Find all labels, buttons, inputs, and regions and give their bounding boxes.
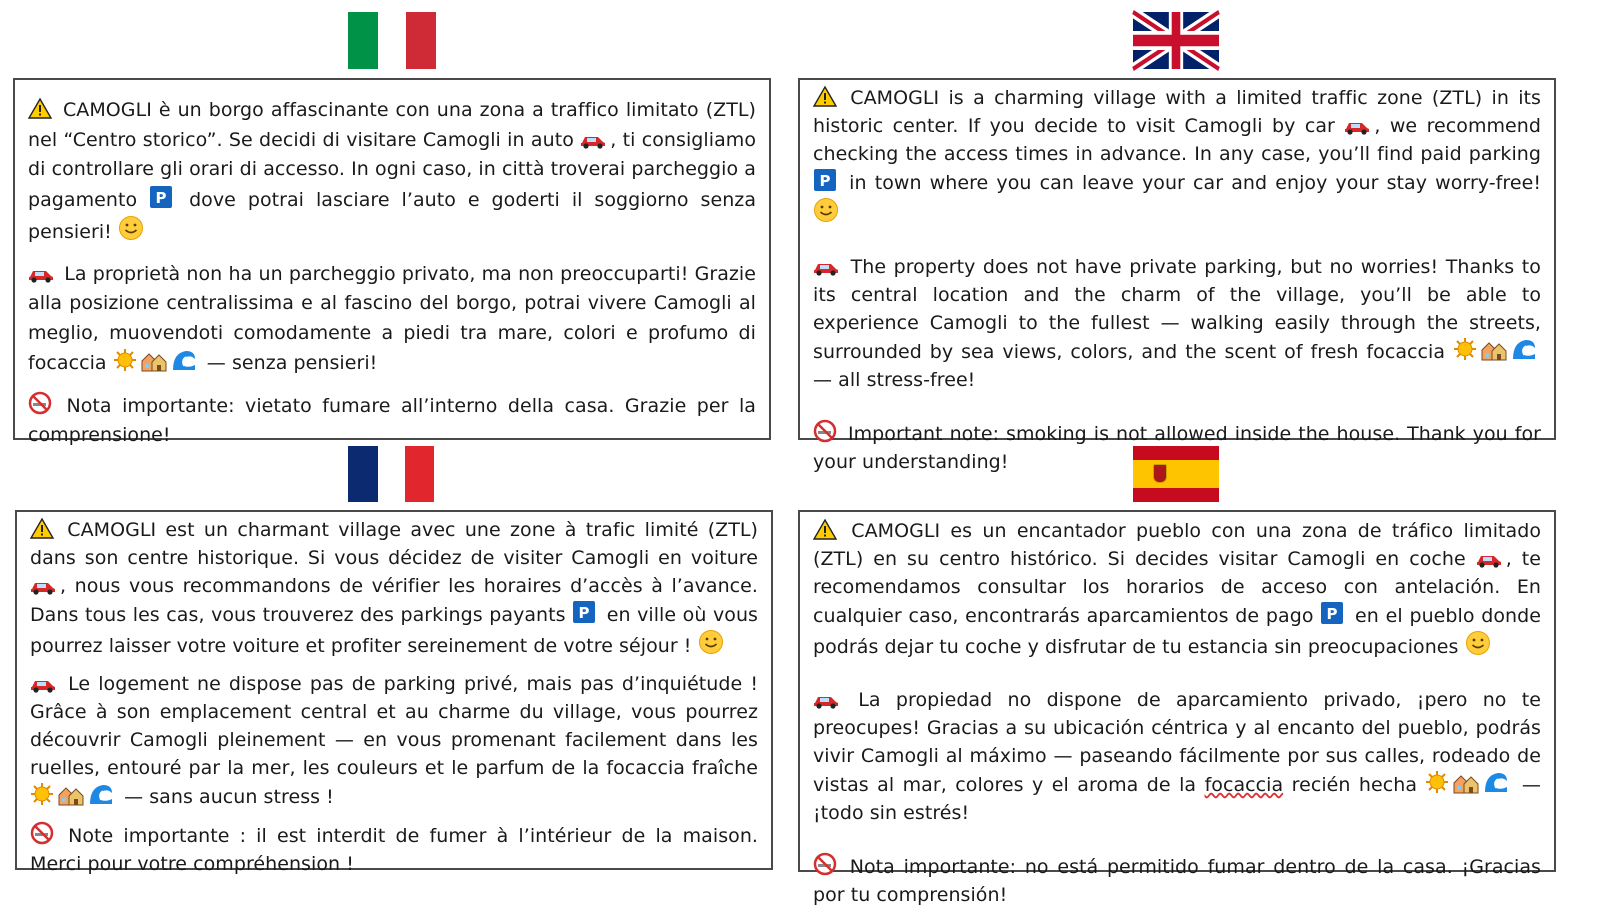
sun-icon — [113, 348, 137, 372]
sun-icon — [1453, 337, 1477, 361]
car-icon — [580, 133, 606, 149]
parking-icon — [1320, 601, 1344, 625]
car-icon — [1476, 552, 1502, 568]
car-icon — [813, 693, 839, 709]
french-panel — [15, 510, 773, 875]
warning-icon — [813, 519, 837, 540]
english-panel — [798, 78, 1556, 473]
warning-icon — [813, 86, 837, 107]
wave-icon — [1511, 337, 1537, 361]
svg-text:P: P — [819, 172, 831, 190]
spanish-smoking-note: Nota importante: no está permitido fumar dentro de la casa. ¡Gracias por tu comprensión! — [813, 852, 1541, 909]
smile-icon — [698, 629, 724, 655]
smile-icon — [1465, 630, 1491, 656]
spellcheck-word: focaccia — [1204, 774, 1284, 796]
french-smoking-note: Note importante : il est interdit de fumer à l’intérieur de la maison. Merci pour votre compréhension ! — [30, 821, 758, 878]
italian-ztl-paragraph: CAMOGLI è un borgo affascinante con una zona a traffico limitato (ZTL) nel “Centro storico”. Se decidi di visitare Camogli in auto , ti consigliamo di controllare gli orari di accesso. In ogni caso, in città troverai parcheggio a pagamento P dove potrai lasciare l’auto e goderti il soggiorno senza pensieri! — [28, 99, 757, 243]
english-smoking-note: Important note: smoking is not allowed inside the house. Thank you for your understanding! — [813, 419, 1541, 476]
italian-panel — [13, 78, 771, 446]
warning-icon — [28, 98, 52, 119]
houses-icon — [1453, 772, 1479, 794]
houses-icon — [141, 350, 167, 372]
no-smoking-icon — [30, 821, 54, 845]
uk-flag — [1133, 12, 1219, 69]
parking-icon — [149, 185, 173, 209]
car-icon — [813, 260, 839, 276]
italian-parking-paragraph: La proprietà non ha un parcheggio privato, ma non preoccuparti! Grazie alla posizione centralissima e al fascino del borgo, potrai vivere Camogli al meglio, muovendoti comodamente a piedi tra mare, colori e profumo di focaccia — senza pensieri! — [28, 262, 756, 374]
italian-flag — [348, 12, 436, 69]
spanish-panel — [798, 510, 1556, 906]
english-ztl-paragraph: CAMOGLI is a charming village with a limited traffic zone (ZTL) in its historic center. If you decide to visit Camogli by car , we recommend checking the access times in advance. In any case, you’ll find paid parking P in town where you can leave your car and enjoy your stay worry-free! — [813, 84, 1541, 228]
svg-text:P: P — [1326, 605, 1338, 623]
smile-icon — [118, 215, 144, 241]
svg-text:P: P — [578, 604, 590, 622]
smile-icon — [813, 197, 839, 223]
wave-icon — [1483, 770, 1509, 794]
french-flag — [348, 446, 434, 502]
parking-icon — [572, 600, 596, 624]
houses-icon — [58, 784, 84, 806]
car-icon — [1344, 119, 1370, 135]
no-smoking-icon — [813, 852, 837, 876]
car-icon — [28, 267, 54, 283]
parking-icon — [813, 168, 837, 192]
french-parking-paragraph: Le logement ne dispose pas de parking privé, mais pas d’inquiétude ! Grâce à son emplacement central et au charme du village, vous pourrez découvrir Camogli pleinement — en vous promenant facilement dans les ruelles, entouré par la mer, les couleurs et le parfum de la focaccia fraîche — sans aucun stress ! — [30, 673, 758, 808]
french-ztl-paragraph: CAMOGLI est un charmant village avec une zone à trafic limité (ZTL) dans son centre historique. Si vous décidez de visiter Camogli en voiture , nous vous recommandons de vérifier les horaires d’accès à l’avance. Dans tous les cas, vous trouverez des parkings payants P en ville où vous pourrez laisser votre voiture et profiter sereinement de votre séjour ! — [30, 519, 758, 657]
no-smoking-icon — [28, 391, 52, 415]
spanish-ztl-paragraph: CAMOGLI es un encantador pueblo con una zona de tráfico limitado (ZTL) en su centro histórico. Si decides visitar Camogli en coche , te recomendamos consultar los horarios de acceso con antelación. En cualquier caso, encontrarás aparcamientos de pago P en el pueblo donde podrás dejar tu coche y disfrutar de tu estancia sin preocupaciones — [813, 520, 1542, 658]
wave-icon — [171, 348, 197, 372]
svg-text:P: P — [155, 188, 167, 207]
italian-smoking-note: Nota importante: vietato fumare all’interno della casa. Grazie per la comprensione! — [28, 391, 756, 451]
car-icon — [30, 677, 56, 693]
sun-icon — [1425, 770, 1449, 794]
car-icon — [30, 579, 56, 595]
english-parking-paragraph: The property does not have private parking, but no worries! Thanks to its central location and the charm of the village, you’ll be able to experience Camogli to the fullest — walking easily through the streets, surrounded by sea views, colors, and the scent of fresh focaccia — all stress-free! — [813, 256, 1541, 391]
warning-icon — [30, 518, 54, 539]
spanish-parking-paragraph: La propiedad no dispone de aparcamiento privado, ¡pero no te preocupes! Gracias a su ubicación céntrica y al encanto del pueblo, podrás vivir Camogli al máximo — paseando fácilmente por sus calles, rodeado de vistas al mar, colores y el aroma de la focaccia recién hecha — ¡todo sin estrés! — [813, 689, 1541, 824]
sun-icon — [30, 782, 54, 806]
houses-icon — [1481, 339, 1507, 361]
wave-icon — [88, 782, 114, 806]
no-smoking-icon — [813, 419, 837, 443]
